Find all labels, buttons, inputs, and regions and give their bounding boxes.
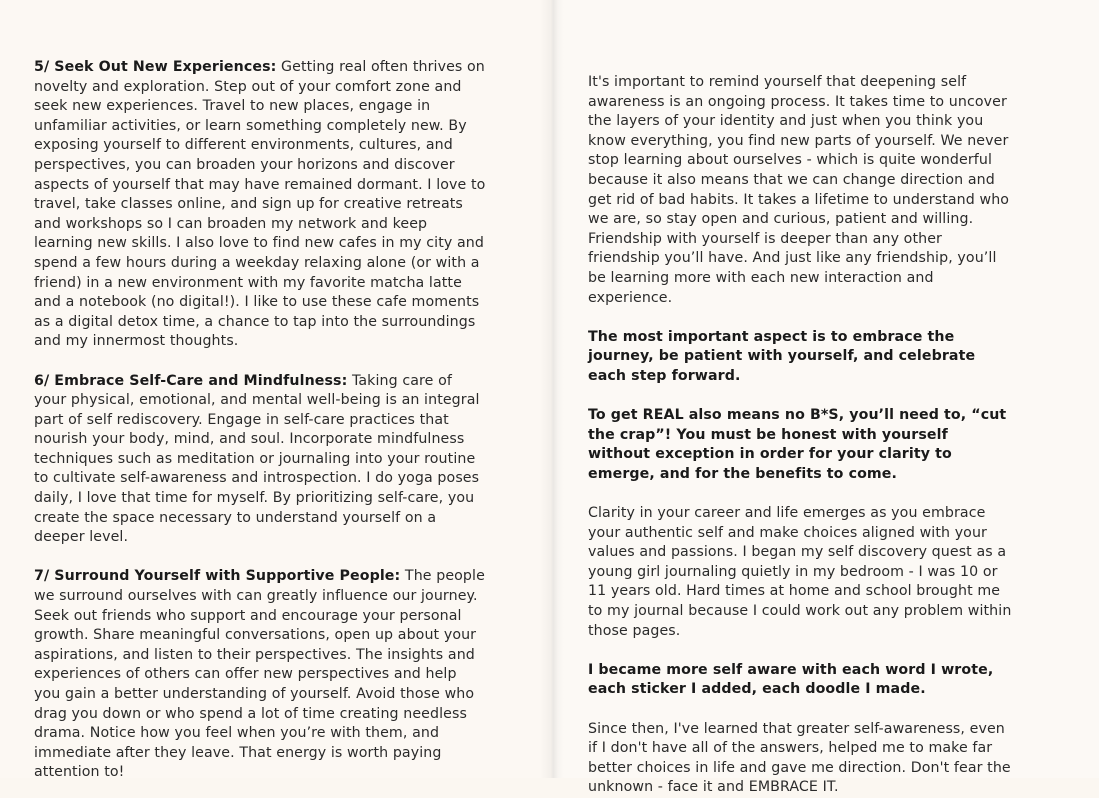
- right-page-text: [588, 73, 1012, 798]
- section-6-body: Taking care of your physical, emotional, and mental well-being is an integral part of self rediscovery. Engage in self-care practices that nourish your body, mind, and soul. Incorporate mindfulness techniques such as meditation or journaling into your routine to cultivate self-awareness and introspection. I do yoga poses daily, I love that time for myself. By prioritizing self-care, you create the space necessary to understand yourself on a deeper level.: [34, 372, 480, 546]
- right-paragraph-1: It's important to remind yourself that deepening self awareness is an ongoing process. It takes time to uncover the layers of your identity and just when you think you know everything, you find new parts of yourself. We never stop learning about ourselves - which is quite wonderful because it also means that we can change direction and get rid of bad habits. It takes a lifetime to understand who we are, so stay open and curious, patient and willing. Friendship with yourself is deeper than any other friendship you’ll have. And just like any friendship, you’ll be learning more with each new interaction and experience.: [588, 74, 1010, 306]
- right-paragraph-4: Clarity in your career and life emerges as you embrace your authentic self and make choices aligned with your values and passions. I began my self discovery quest as a young girl journaling quietly in my bedroom - I was 10 or 11 years old. Hard times at home and school brought me to my journal because I could work out any problem within those pages.: [588, 505, 1012, 639]
- right-page: [552, 0, 1099, 796]
- left-page-text: [34, 58, 486, 783]
- section-7-heading: 7/ Surround Yourself with Supportive People:: [34, 568, 401, 585]
- section-7-paragraph: [34, 567, 486, 783]
- section-5-heading: 5/ Seek Out New Experiences:: [34, 59, 277, 75]
- right-paragraph-3-bold: To get REAL also means no B*S, you’ll need to, “cut the crap”! You must be honest with yourself without exception in order for your clarity to emerge, and for the benefits to come.: [588, 407, 1007, 482]
- right-paragraph-5-bold: I became more self aware with each word I wrote, each sticker I added, each doodle I made.: [588, 661, 994, 698]
- right-paragraph-6: Since then, I've learned that greater self-awareness, even if I don't have all of the answers, helped me to make far better choices in life and gave me direction. Don't fear the unknown - face it and EMBRACE IT.: [588, 720, 1011, 796]
- section-6-heading: 6/ Embrace Self-Care and Mindfulness:: [34, 372, 348, 389]
- left-page: [0, 0, 552, 781]
- section-7-body: The people we surround ourselves with can greatly influence our journey. Seek out friends who support and encourage your personal growth. Share meaningful conversations, open up about your aspirations, and listen to their perspectives. The insights and experiences of others can offer new perspectives and help you gain a better understanding of yourself. Avoid those who drag you down or who spend a lot of time creating needless drama. Notice how you feel when you’re with them, and immediate after they leave. That energy is worth paying attention to!: [34, 568, 485, 781]
- section-5-paragraph: [34, 58, 486, 352]
- section-6-paragraph: [34, 372, 486, 548]
- section-5-body: Getting real often thrives on novelty and exploration. Step out of your comfort zone and seek new experiences. Travel to new places, engage in unfamiliar activities, or learn something completely new. By exposing yourself to different environments, cultures, and perspectives, you can broaden your horizons and discover aspects of yourself that may have remained dormant. I love to travel, take classes online, and sign up for creative retreats and workshops so I can broaden my network and keep learning new skills. I also love to find new cafes in my city and spend a few hours during a weekday relaxing alone (or with a friend) in a new environment with my favorite matcha latte and a notebook (no digital!). I like to use these cafe moments as a digital detox time, a chance to tap into the surroundings and my innermost thoughts.: [34, 59, 486, 350]
- right-paragraph-2-bold: The most important aspect is to embrace the journey, be patient with yourself, and celebrate each step forward.: [588, 328, 976, 384]
